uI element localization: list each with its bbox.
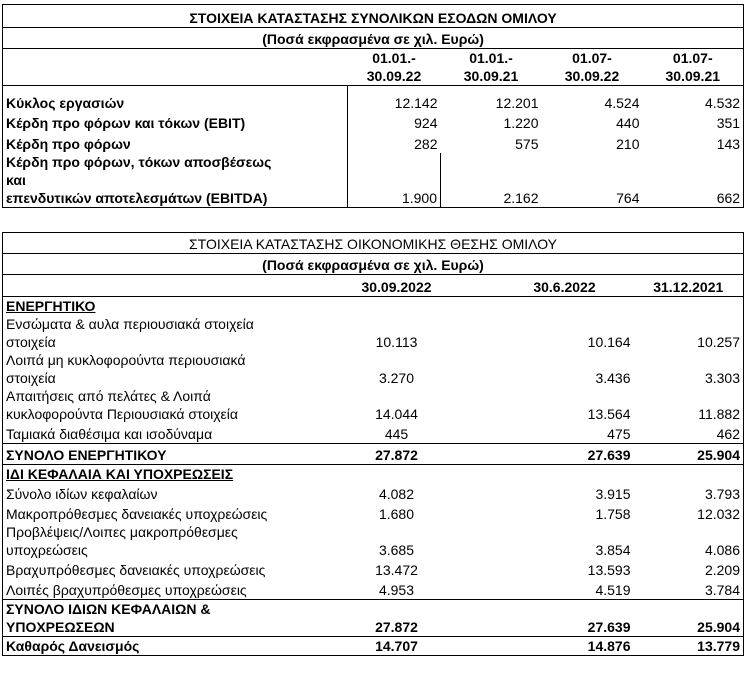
income-col-header: 01.01.- 30.09.22 bbox=[348, 49, 441, 86]
equity-heading: ΙΔΙ ΚΕΦΑΛΑΙΑ ΚΑΙ ΥΠΟΧΡΕΩΣΕΙΣ bbox=[3, 464, 298, 483]
cell-value: 3.270 bbox=[378, 370, 415, 386]
balance-col-header: 30.6.2022 bbox=[496, 275, 634, 297]
cell-value: 3.784 bbox=[634, 579, 744, 599]
cell-value: 13.472 bbox=[375, 562, 418, 578]
cell-value: 2.162 bbox=[441, 153, 542, 208]
cell-value: 2.209 bbox=[634, 559, 744, 579]
table-row bbox=[3, 559, 744, 579]
cell-value: 3.793 bbox=[634, 483, 744, 503]
income-col-header: 01.07- 30.09.22 bbox=[542, 49, 643, 86]
cell-value: 11.882 bbox=[634, 387, 744, 423]
cell-value: 1.220 bbox=[503, 114, 539, 131]
cell-value: 4.524 bbox=[604, 94, 640, 111]
balance-sheet-table bbox=[2, 232, 744, 656]
net-debt-row bbox=[3, 636, 744, 655]
row-label: Προβλέψεις/Λοιπες μακροπρόθεσμες υποχρεώσεις bbox=[3, 523, 298, 559]
row-label: Βραχυπρόθεσμες δανειακές υποχρεώσεις bbox=[3, 559, 298, 579]
cell-value: 3.854 bbox=[595, 542, 631, 558]
row-label: Σύνολο ιδίων κεφαλαίων bbox=[3, 483, 298, 503]
cell-value: 12.032 bbox=[634, 503, 744, 523]
cell-value: 351 bbox=[643, 112, 744, 132]
table-row bbox=[3, 112, 744, 132]
cell-value: 1.680 bbox=[378, 506, 415, 522]
cell-value: 3.436 bbox=[595, 370, 631, 386]
cell-value: 575 bbox=[515, 135, 539, 152]
balance-title: ΣΤΟΙΧΕΙΑ ΚΑΤΑΣΤΑΣΗΣ ΟΙΚΟΝΟΜΙΚΗΣ ΘΕΣΗΣ ΟΜΙΛΟΥ bbox=[3, 233, 744, 254]
row-label: Ταμιακά διαθέσιμα και ισοδύναμα bbox=[3, 423, 298, 443]
assets-total-row bbox=[3, 443, 744, 464]
table-row bbox=[3, 483, 744, 503]
cell-value: 12.142 bbox=[348, 86, 441, 112]
table-row bbox=[3, 86, 744, 112]
cell-value: 1.900 bbox=[348, 153, 441, 208]
cell-value: 440 bbox=[616, 114, 640, 131]
row-label: Απαιτήσεις από πελάτες & Λοιπά κυκλοφορούντα Περιουσιακά στοιχεία bbox=[3, 387, 298, 423]
cell-value: 475 bbox=[607, 425, 631, 442]
cell-value: 143 bbox=[643, 132, 744, 153]
balance-col-header: 31.12.2021 bbox=[634, 275, 744, 297]
income-title-row bbox=[3, 5, 744, 28]
row-label-ebitda: Κέρδη προ φόρων, τόκων αποσβέσεως και επενδυτικών αποτελεσμάτων (EBITDA) bbox=[3, 153, 348, 208]
cell-value: 10.113 bbox=[375, 334, 418, 350]
row-label: Κέρδη προ φόρων και τόκων (EBIT) bbox=[3, 112, 348, 132]
cell-value: 27.639 bbox=[496, 443, 634, 464]
cell-value: 3.915 bbox=[595, 486, 631, 502]
balance-header-row bbox=[3, 275, 744, 297]
equity-total-row bbox=[3, 599, 744, 636]
cell-value: 25.904 bbox=[634, 443, 744, 464]
income-subtitle-row bbox=[3, 28, 744, 49]
balance-col-header: 30.09.2022 bbox=[298, 275, 496, 297]
cell-value: 27.872 bbox=[298, 443, 496, 464]
cell-value: 13.564 bbox=[587, 406, 631, 422]
cell-value: 924 bbox=[348, 112, 441, 132]
table-row bbox=[3, 579, 744, 599]
cell-value: 10.164 bbox=[587, 334, 631, 350]
cell-value: 10.257 bbox=[634, 315, 744, 351]
cell-value: 12.201 bbox=[495, 94, 539, 111]
cell-value: 282 bbox=[348, 132, 441, 153]
row-label: ΣΥΝΟΛΟ ΕΝΕΡΓΗΤΙΚΟΥ bbox=[3, 443, 298, 464]
cell-value: 25.904 bbox=[634, 599, 744, 636]
cell-value: 445 bbox=[384, 425, 409, 442]
income-header-row bbox=[3, 49, 744, 86]
cell-value: 4.082 bbox=[378, 486, 415, 502]
row-label: Λοιπές βραχυπρόθεσμες υποχρεώσεις bbox=[3, 579, 298, 599]
row-label: ΣΥΝΟΛΟ ΙΔΙΩΝ ΚΕΦΑΛΑΙΩΝ & ΥΠΟΧΡΕΩΣΕΩΝ bbox=[3, 599, 298, 636]
table-row bbox=[3, 423, 744, 443]
cell-value: 4.519 bbox=[595, 581, 631, 598]
cell-value: 462 bbox=[634, 423, 744, 443]
assets-heading: ΕΝΕΡΓΗΤΙΚΟ bbox=[3, 297, 298, 316]
table-row bbox=[3, 153, 744, 208]
cell-value: 14.876 bbox=[496, 636, 634, 655]
cell-value: 13.593 bbox=[587, 562, 631, 578]
income-col-header: 01.07- 30.09.21 bbox=[643, 49, 744, 86]
table-row bbox=[3, 387, 744, 423]
income-col-header: 01.01.- 30.09.21 bbox=[441, 49, 542, 86]
row-label: Λοιπά μη κυκλοφορούντα περιουσιακά στοιχεία bbox=[3, 351, 298, 387]
row-label: Καθαρός Δανεισμός bbox=[3, 636, 298, 655]
income-subtitle: (Ποσά εκφρασμένα σε χιλ. Ευρώ) bbox=[3, 28, 744, 49]
cell-value: 4.532 bbox=[643, 86, 744, 112]
income-title: ΣΤΟΙΧΕΙΑ ΚΑΤΑΣΤΑΣΗΣ ΣΥΝΟΛΙΚΩΝ ΕΣΟΔΩΝ ΟΜΙΛΟΥ bbox=[3, 5, 744, 28]
cell-value: 3.685 bbox=[378, 542, 415, 558]
cell-value: 210 bbox=[616, 135, 640, 152]
cell-value: 4.086 bbox=[634, 523, 744, 559]
row-label: Κύκλος εργασιών bbox=[3, 86, 348, 112]
row-label: Μακροπρόθεσμες δανειακές υποχρεώσεις bbox=[3, 503, 298, 523]
table-row bbox=[3, 523, 744, 559]
table-row bbox=[3, 351, 744, 387]
cell-value: 14.707 bbox=[298, 636, 496, 655]
table-row bbox=[3, 503, 744, 523]
cell-value: 27.872 bbox=[298, 599, 496, 636]
balance-subtitle: (Ποσά εκφρασμένα σε χιλ. Ευρώ) bbox=[3, 254, 744, 275]
table-row bbox=[3, 315, 744, 351]
cell-value: 4.953 bbox=[378, 581, 415, 598]
table-row bbox=[3, 132, 744, 153]
row-label: Ενσώματα & αυλα περιουσιακά στοιχεία στοιχεία bbox=[3, 315, 298, 351]
cell-value: 13.779 bbox=[634, 636, 744, 655]
row-label: Κέρδη προ φόρων bbox=[3, 132, 348, 153]
cell-value: 3.303 bbox=[634, 351, 744, 387]
cell-value: 1.758 bbox=[595, 506, 631, 522]
income-statement-table bbox=[2, 4, 744, 208]
cell-value: 764 bbox=[542, 153, 643, 208]
cell-value: 14.044 bbox=[375, 406, 418, 422]
cell-value: 662 bbox=[643, 153, 744, 208]
cell-value: 27.639 bbox=[496, 599, 634, 636]
